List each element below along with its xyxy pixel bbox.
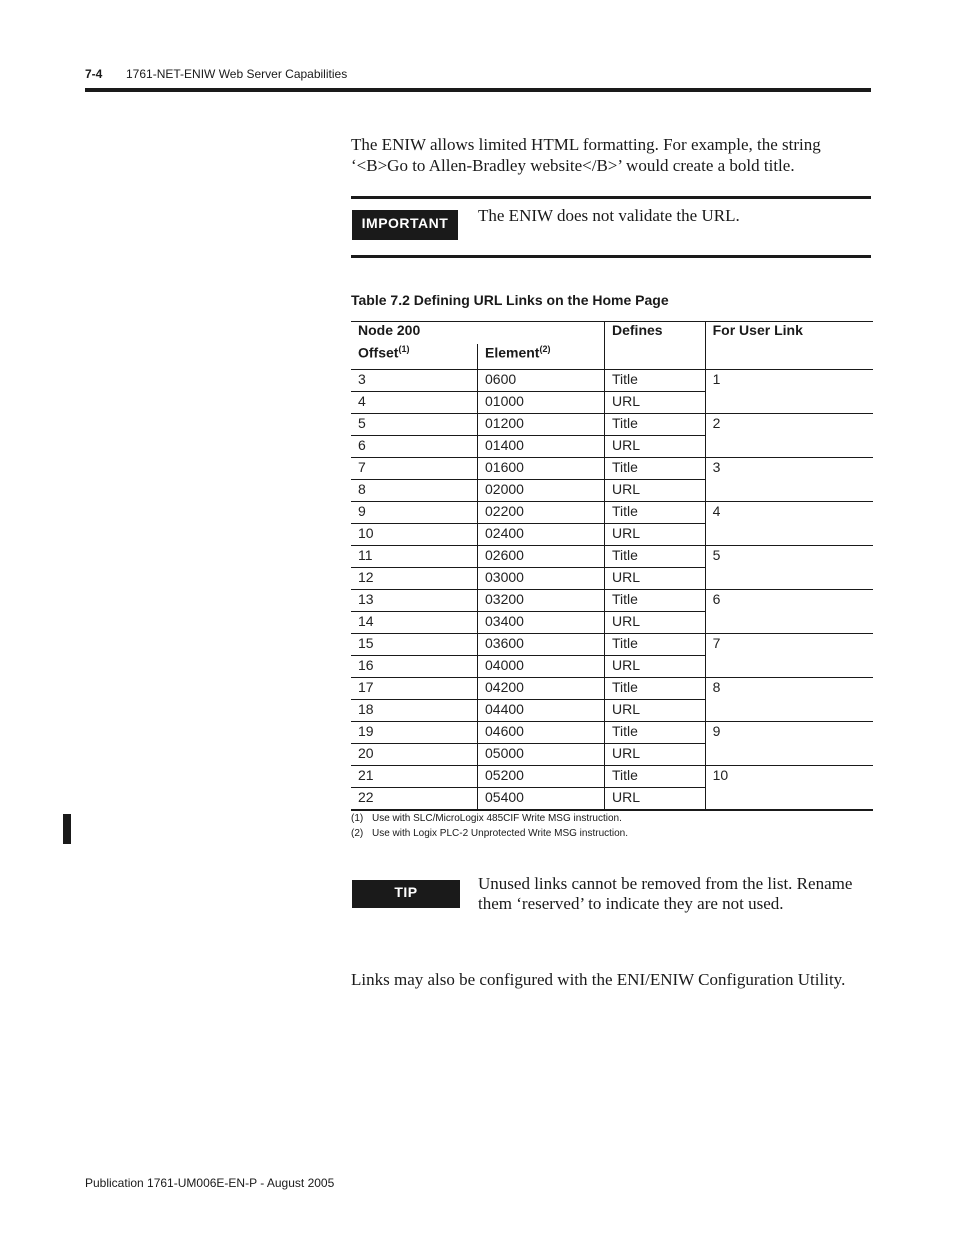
cell-element: 05200 xyxy=(478,766,605,788)
cell-defines: Title xyxy=(605,370,706,392)
change-bar xyxy=(63,814,71,844)
cell-offset: 20 xyxy=(351,744,478,766)
cell-offset: 4 xyxy=(351,392,478,414)
cell-element: 01000 xyxy=(478,392,605,414)
footnote-2-number: (2) xyxy=(351,828,364,839)
cell-defines: URL xyxy=(605,612,706,634)
cell-element: 05400 xyxy=(478,788,605,811)
table-row xyxy=(351,502,873,524)
cell-defines: Title xyxy=(605,722,706,744)
cell-element: 02000 xyxy=(478,480,605,502)
header-rule xyxy=(85,88,871,92)
cell-element: 04600 xyxy=(478,722,605,744)
cell-defines: Title xyxy=(605,546,706,568)
cell-offset: 8 xyxy=(351,480,478,502)
cell-element: 01400 xyxy=(478,436,605,458)
footnote-2-text: Use with Logix PLC-2 Unprotected Write MSG instruction. xyxy=(372,828,629,839)
footnote-1-text: Use with SLC/MicroLogix 485CIF Write MSG instruction. xyxy=(372,813,622,824)
cell-element: 03200 xyxy=(478,590,605,612)
cell-user-link: 4 xyxy=(705,502,873,546)
table-row xyxy=(351,766,873,788)
table-row xyxy=(351,590,873,612)
table-row xyxy=(351,722,873,744)
tip-text: Unused links cannot be removed from the list. Rename them ‘reserved’ to indicate they are not used. xyxy=(478,874,853,913)
cell-user-link: 6 xyxy=(705,590,873,634)
cell-element: 01600 xyxy=(478,458,605,480)
footnote-1-number: (1) xyxy=(351,813,364,824)
footnote-2 xyxy=(351,828,628,839)
cell-offset: 12 xyxy=(351,568,478,590)
cell-user-link: 8 xyxy=(705,678,873,722)
cell-user-link: 7 xyxy=(705,634,873,678)
page-number: 7-4 xyxy=(85,67,103,81)
cell-element: 04000 xyxy=(478,656,605,678)
table-row xyxy=(351,414,873,436)
cell-defines: URL xyxy=(605,392,706,414)
cell-defines: URL xyxy=(605,744,706,766)
cell-user-link: 10 xyxy=(705,766,873,811)
important-label: IMPORTANT xyxy=(352,210,458,240)
table-row xyxy=(351,678,873,700)
cell-offset: 15 xyxy=(351,634,478,656)
intro-paragraph: The ENIW allows limited HTML formatting. For example, the string ‘<B>Go to Allen-Bradley website</B>’ would create a bold title. xyxy=(351,135,821,175)
cell-defines: URL xyxy=(605,700,706,722)
header-node: Node 200 xyxy=(351,322,605,345)
cell-element: 01200 xyxy=(478,414,605,436)
footnote-1 xyxy=(351,813,622,824)
table-caption: Table 7.2 Defining URL Links on the Home Page xyxy=(351,292,669,308)
table-row xyxy=(351,458,873,480)
cell-element: 03000 xyxy=(478,568,605,590)
cell-element: 04200 xyxy=(478,678,605,700)
cell-offset: 9 xyxy=(351,502,478,524)
cell-element: 02600 xyxy=(478,546,605,568)
cell-offset: 18 xyxy=(351,700,478,722)
cell-element: 02200 xyxy=(478,502,605,524)
table-row xyxy=(351,546,873,568)
cell-offset: 19 xyxy=(351,722,478,744)
header-offset-label: Offset xyxy=(358,344,399,361)
cell-offset: 13 xyxy=(351,590,478,612)
cell-user-link: 1 xyxy=(705,370,873,414)
cell-defines: URL xyxy=(605,524,706,546)
cell-defines: Title xyxy=(605,502,706,524)
closing-paragraph: Links may also be configured with the ENI/ENIW Configuration Utility. xyxy=(351,970,846,989)
cell-offset: 22 xyxy=(351,788,478,811)
header-element xyxy=(478,344,605,370)
cell-offset: 3 xyxy=(351,370,478,392)
important-bottom-rule xyxy=(351,255,871,258)
header-offset xyxy=(351,344,478,370)
cell-offset: 10 xyxy=(351,524,478,546)
cell-offset: 14 xyxy=(351,612,478,634)
cell-element: 03600 xyxy=(478,634,605,656)
cell-offset: 7 xyxy=(351,458,478,480)
cell-defines: Title xyxy=(605,634,706,656)
running-header-title: 1761-NET-ENIW Web Server Capabilities xyxy=(126,67,348,81)
cell-element: 0600 xyxy=(478,370,605,392)
cell-offset: 21 xyxy=(351,766,478,788)
cell-defines: URL xyxy=(605,436,706,458)
table-row xyxy=(351,370,873,392)
cell-defines: Title xyxy=(605,414,706,436)
cell-defines: Title xyxy=(605,590,706,612)
cell-defines: URL xyxy=(605,568,706,590)
cell-user-link: 9 xyxy=(705,722,873,766)
cell-element: 02400 xyxy=(478,524,605,546)
cell-defines: Title xyxy=(605,678,706,700)
cell-offset: 5 xyxy=(351,414,478,436)
header-defines: Defines xyxy=(605,322,706,370)
cell-offset: 11 xyxy=(351,546,478,568)
cell-defines: Title xyxy=(605,458,706,480)
header-element-note: (2) xyxy=(539,344,551,354)
cell-defines: URL xyxy=(605,788,706,811)
cell-user-link: 5 xyxy=(705,546,873,590)
cell-element: 04400 xyxy=(478,700,605,722)
header-offset-note: (1) xyxy=(398,344,410,354)
cell-defines: URL xyxy=(605,480,706,502)
url-links-table xyxy=(351,321,873,811)
tip-label: TIP xyxy=(352,880,460,908)
cell-user-link: 3 xyxy=(705,458,873,502)
cell-defines: Title xyxy=(605,766,706,788)
header-user-link: For User Link xyxy=(705,322,873,370)
cell-user-link: 2 xyxy=(705,414,873,458)
cell-offset: 17 xyxy=(351,678,478,700)
cell-defines: URL xyxy=(605,656,706,678)
cell-element: 03400 xyxy=(478,612,605,634)
cell-offset: 6 xyxy=(351,436,478,458)
header-element-label: Element xyxy=(485,344,540,361)
publication-footer: Publication 1761-UM006E-EN-P - August 2005 xyxy=(85,1176,335,1190)
important-top-rule xyxy=(351,196,871,199)
cell-offset: 16 xyxy=(351,656,478,678)
cell-element: 05000 xyxy=(478,744,605,766)
table-row xyxy=(351,634,873,656)
important-text: The ENIW does not validate the URL. xyxy=(478,206,740,225)
